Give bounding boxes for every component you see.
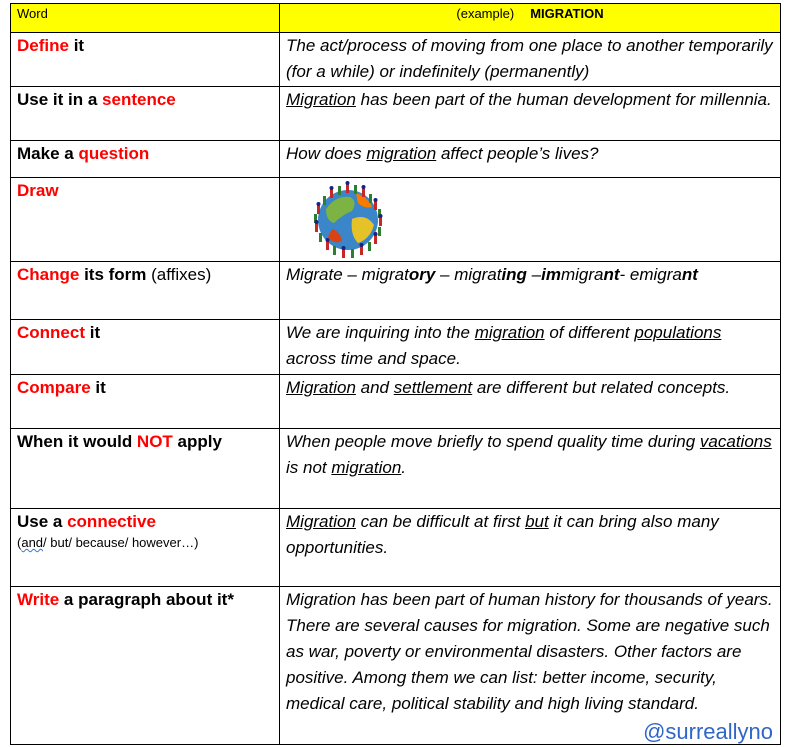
row-connective xyxy=(11,509,781,587)
row-define xyxy=(11,33,781,87)
text-connective: Migration can be difficult at first but it can bring also many opportunities. xyxy=(280,509,781,587)
label-question: Make a question xyxy=(11,141,280,178)
text-compare: Migration and settlement are different but related concepts. xyxy=(280,375,781,429)
connective-examples: (and/ but/ because/ however…) xyxy=(17,535,199,550)
text-not-apply: When people move briefly to spend quality time during vacations is not migration. xyxy=(280,429,781,509)
text-form: Migrate – migratory – migrating –immigrant- emigrant xyxy=(280,262,781,320)
migration-globe-icon xyxy=(312,179,388,259)
author-handle: @surreallyno xyxy=(643,719,773,744)
row-question xyxy=(11,141,781,178)
row-form xyxy=(11,262,781,320)
label-define: Define it xyxy=(11,33,280,87)
header-word-label: Word xyxy=(17,6,48,21)
text-paragraph: Migration has been part of human history for thousands of years. There are several causes for migration. Some are negative such as war, poverty or environmental disasters. Other factors are positive. Among them we can list: better income, security, medical care, political stability and high living standard. xyxy=(280,587,781,745)
vocabulary-frayer-table xyxy=(10,3,781,745)
header-example-cell xyxy=(280,4,781,33)
row-compare xyxy=(11,375,781,429)
label-compare: Compare it xyxy=(11,375,280,429)
label-sentence: Use it in a sentence xyxy=(11,87,280,141)
header-word-cell xyxy=(11,4,280,33)
text-define: The act/process of moving from one place to another temporarily (for a while) or indefinitely (permanently) xyxy=(280,33,781,87)
row-draw xyxy=(11,178,781,262)
row-not-apply xyxy=(11,429,781,509)
row-sentence xyxy=(11,87,781,141)
label-form: Change its form (affixes) xyxy=(11,262,280,320)
header-row xyxy=(11,4,781,33)
text-connect: We are inquiring into the migration of different populations across time and space. xyxy=(280,320,781,375)
label-connective: Use a connective (and/ but/ because/ however…) xyxy=(11,509,280,587)
text-question: How does migration affect people’s lives? xyxy=(280,141,781,178)
text-sentence: Migration has been part of the human development for millennia. xyxy=(280,87,781,141)
draw-cell xyxy=(280,178,781,262)
label-not-apply: When it would NOT apply xyxy=(11,429,280,509)
header-example-label: (example) xyxy=(456,6,515,21)
label-paragraph: Write a paragraph about it* xyxy=(11,587,280,745)
label-draw: Draw xyxy=(11,178,280,262)
label-connect: Connect it xyxy=(11,320,280,375)
header-target-word: MIGRATION xyxy=(530,6,604,21)
row-connect xyxy=(11,320,781,375)
